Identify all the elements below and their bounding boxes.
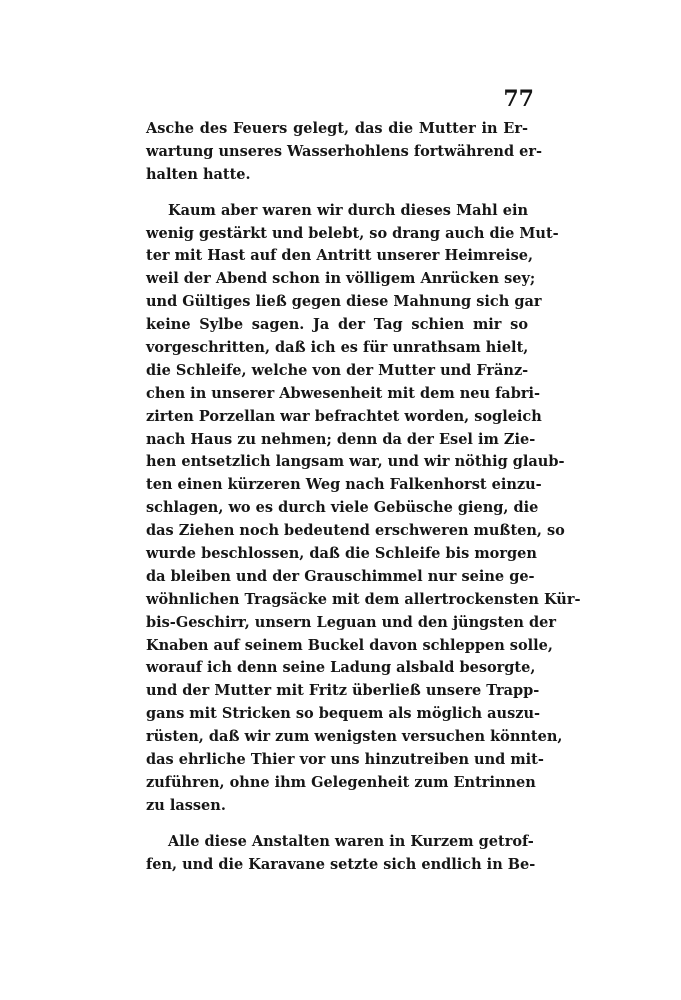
page-number: 77 [503, 86, 534, 112]
text-line: zirten Porzellan war befrachtet worden, sogleich [146, 407, 542, 425]
paragraph-gap [146, 187, 528, 200]
text-line: nach Haus zu nehmen; denn da der Esel im Zie- [146, 430, 536, 448]
text-line: da bleiben und der Grauschimmel nur seine ge- [146, 567, 535, 585]
text-line: chen in unserer Abwesenheit mit dem neu fabri- [146, 384, 541, 402]
body-text [146, 118, 581, 877]
paragraph-1 [146, 118, 543, 187]
text-line: bis-Geschirr, unsern Leguan und den jüngsten der [146, 613, 556, 631]
paragraph-3 [146, 831, 536, 877]
text-line: Asche des Feuers gelegt, das die Mutter in Er- [146, 120, 528, 137]
text-line: die Schleife, welche von der Mutter und Fränz- [146, 361, 529, 379]
text-line: ter mit Hast auf den Antritt unserer Heimreise, [146, 247, 534, 265]
text-line: halten hatte. [146, 165, 251, 183]
text-line: rüsten, daß wir zum wenigsten versuchen könnten, [146, 728, 563, 746]
text-line: gans mit Stricken so bequem als möglich auszu- [146, 705, 541, 723]
paragraph-2 [146, 200, 581, 818]
text-line: wöhnlichen Tragsäcke mit dem allertrockensten Kür- [146, 590, 581, 608]
text-line: zuführen, ohne ihm Gelegenheit zum Entrinnen [146, 773, 536, 791]
text-line: das Ziehen noch bedeutend erschweren mußten, so [146, 522, 565, 540]
text-line: wenig gestärkt und belebt, so drang auch die Mut- [146, 224, 559, 242]
text-line: Kaum aber waren wir durch dieses Mahl ein [168, 201, 528, 219]
text-line: fen, und die Karavane setzte sich endlich in Be- [146, 855, 536, 873]
text-line: wurde beschlossen, daß die Schleife bis morgen [146, 545, 537, 563]
text-line: zu lassen. [146, 796, 226, 814]
text-line: keine Sylbe sagen. Ja der Tag schien mir so [146, 316, 528, 334]
text-line: schlagen, wo es durch viele Gebüsche gieng, die [146, 499, 539, 517]
text-line: weil der Abend schon in völligem Anrücken sey; [146, 270, 536, 288]
text-line: vorgeschritten, daß ich es für unrathsam hielt, [146, 339, 529, 357]
text-line: hen entsetzlich langsam war, und wir nöthig glaub- [146, 453, 565, 471]
text-line: und Gültiges ließ gegen diese Mahnung sich gar [146, 293, 542, 311]
text-line: Knaben auf seinem Buckel davon schleppen solle, [146, 636, 553, 654]
text-line: worauf ich denn seine Ladung alsbald besorgte, [146, 659, 536, 677]
text-line: Alle diese Anstalten waren in Kurzem getrof- [168, 832, 534, 850]
paragraph-gap [146, 818, 528, 831]
text-line: ten einen kürzeren Weg nach Falkenhorst einzu- [146, 476, 542, 494]
text-line: und der Mutter mit Fritz überließ unsere Trapp- [146, 682, 540, 700]
text-line: wartung unseres Wasserhohlens fortwährend er- [146, 142, 543, 160]
text-line: das ehrliche Thier vor uns hinzutreiben und mit- [146, 751, 544, 769]
